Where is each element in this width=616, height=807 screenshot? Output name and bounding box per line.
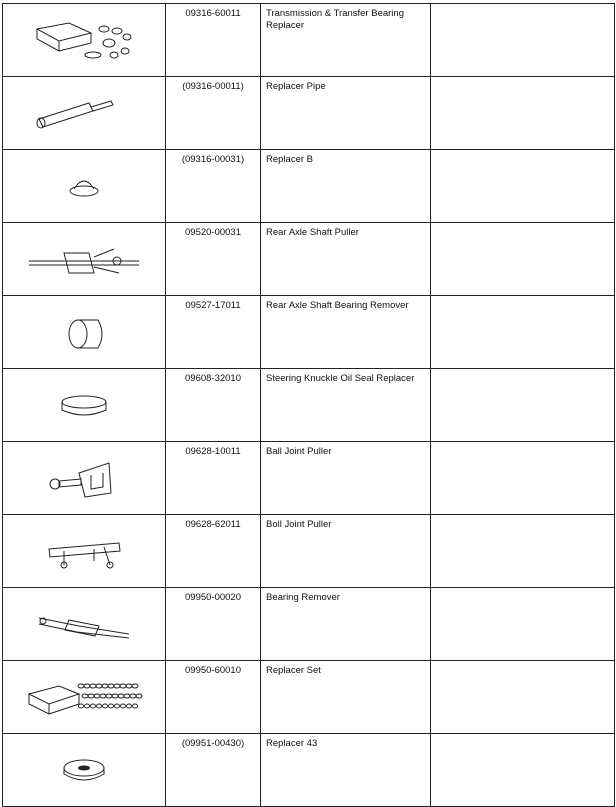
part-number: (09316-00011) <box>166 77 261 150</box>
part-number: 09316-60011 <box>166 4 261 77</box>
part-number: 09608-32010 <box>166 369 261 442</box>
replacer-43-icon <box>3 752 165 788</box>
replacer-pipe-icon <box>3 93 165 133</box>
note-cell <box>431 661 615 734</box>
note-cell <box>431 734 615 807</box>
part-number: 09950-60010 <box>166 661 261 734</box>
note-cell <box>431 4 615 77</box>
axle-shaft-puller-icon <box>3 239 165 279</box>
note-cell <box>431 296 615 369</box>
part-number: 09628-62011 <box>166 515 261 588</box>
table-row <box>3 734 615 807</box>
tool-illustration-cell <box>3 150 166 223</box>
table-row <box>3 4 615 77</box>
part-number: 09527-17011 <box>166 296 261 369</box>
bearing-remover-icon <box>3 604 165 644</box>
tool-name: Steering Knuckle Oil Seal Replacer <box>261 369 431 442</box>
part-number: 09520-00031 <box>166 223 261 296</box>
oil-seal-replacer-icon <box>3 390 165 420</box>
table-row <box>3 442 615 515</box>
tool-illustration-cell <box>3 588 166 661</box>
note-cell <box>431 369 615 442</box>
tool-illustration-cell <box>3 369 166 442</box>
tool-name: Boll Joint Puller <box>261 515 431 588</box>
ball-joint-puller-icon <box>3 453 165 503</box>
table-row <box>3 150 615 223</box>
tool-name: Rear Axle Shaft Bearing Remover <box>261 296 431 369</box>
tool-illustration-cell <box>3 661 166 734</box>
part-number: (09951-00430) <box>166 734 261 807</box>
tool-name: Bearing Remover <box>261 588 431 661</box>
note-cell <box>431 77 615 150</box>
tool-illustration-cell <box>3 223 166 296</box>
tool-name: Replacer Pipe <box>261 77 431 150</box>
tool-illustration-cell <box>3 296 166 369</box>
table-row <box>3 296 615 369</box>
tool-illustration-cell <box>3 77 166 150</box>
special-tools-table <box>2 3 615 807</box>
bearing-remover-cup-icon <box>3 312 165 352</box>
replacer-set-icon <box>3 672 165 722</box>
note-cell <box>431 223 615 296</box>
table-row <box>3 588 615 661</box>
tool-name: Ball Joint Puller <box>261 442 431 515</box>
tool-name: Replacer B <box>261 150 431 223</box>
part-number: 09950-00020 <box>166 588 261 661</box>
note-cell <box>431 588 615 661</box>
part-number: (09316-00031) <box>166 150 261 223</box>
tool-illustration-cell <box>3 442 166 515</box>
table-row <box>3 515 615 588</box>
tool-name: Replacer Set <box>261 661 431 734</box>
note-cell <box>431 150 615 223</box>
table-row <box>3 369 615 442</box>
tool-name: Replacer 43 <box>261 734 431 807</box>
replacer-b-icon <box>3 171 165 201</box>
part-number: 09628-10011 <box>166 442 261 515</box>
note-cell <box>431 515 615 588</box>
table-row <box>3 77 615 150</box>
tool-illustration-cell <box>3 515 166 588</box>
tool-illustration-cell <box>3 734 166 807</box>
tool-name: Transmission & Transfer Bearing Replacer <box>261 4 431 77</box>
boll-joint-puller-icon <box>3 531 165 571</box>
tool-name: Rear Axle Shaft Puller <box>261 223 431 296</box>
note-cell <box>431 442 615 515</box>
table-row <box>3 661 615 734</box>
bearing-replacer-set-icon <box>3 15 165 65</box>
tool-illustration-cell <box>3 4 166 77</box>
table-row <box>3 223 615 296</box>
